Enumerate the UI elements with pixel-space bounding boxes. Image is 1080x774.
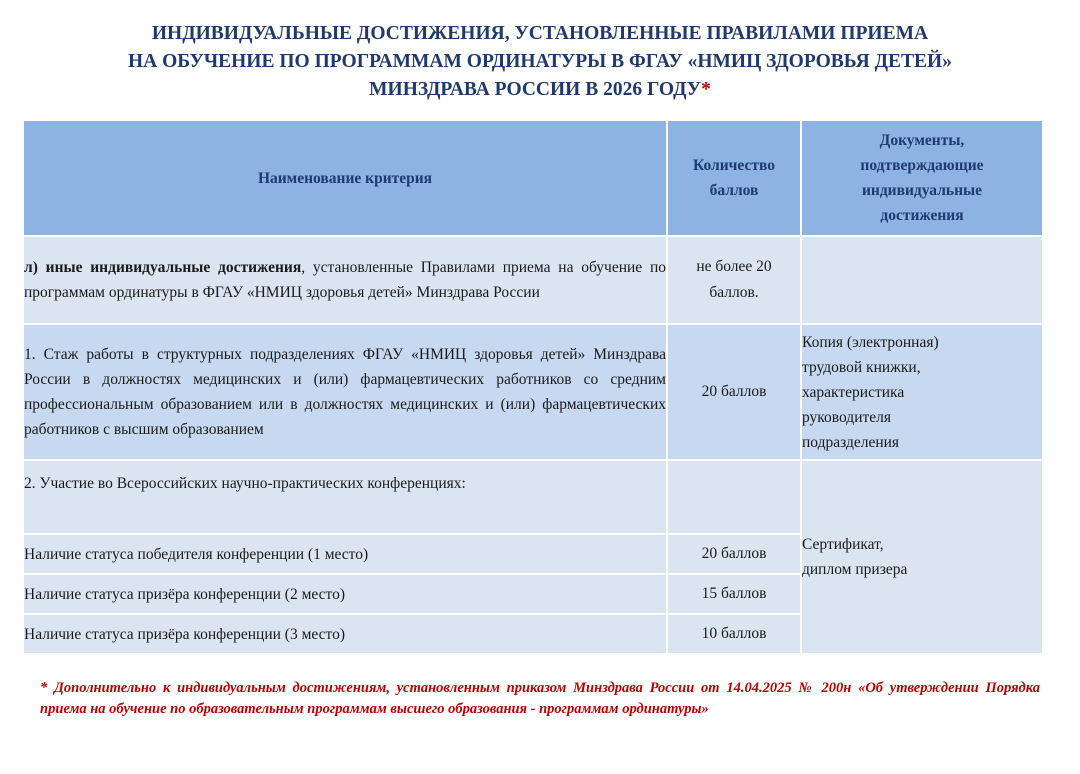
header-documents-text: Документы, подтверждающие индивидуальные достижения [860,132,984,224]
sub-row-1-points: 20 баллов [667,534,801,574]
title-line-1: ИНДИВИДУАЛЬНЫЕ ДОСТИЖЕНИЯ, УСТАНОВЛЕННЫЕ ПРАВИЛАМИ ПРИЕМА [151,23,929,44]
row-l-points-text: не более 20 баллов. [696,258,772,301]
header-documents [801,120,1043,236]
title-line-2: НА ОБУЧЕНИЕ ПО ПРОГРАММАМ ОРДИНАТУРЫ В ФГАУ «НМИЦ ЗДОРОВЬЯ ДЕТЕЙ» [128,51,952,72]
title-line-3-text: МИНЗДРАВА РОССИИ В 2026 ГОДУ [369,79,702,100]
table-row [23,324,1043,460]
row-1-points: 20 баллов [667,324,801,460]
row-l-criterion [23,236,667,324]
criteria-table [22,119,1044,655]
row-2-documents [801,460,1043,654]
row-1-criterion: 1. Стаж работы в структурных подразделениях ФГАУ «НМИЦ здоровья детей» Минздрава России в должностях медицинских и (или) фармацевтических работников со средним профессиональным образованием или в должностях медицинских и (или) фармацевтических работников с высшим образованием [23,324,667,460]
page-title [0,20,1080,104]
header-points [667,120,801,236]
table-header-row [23,120,1043,236]
sub-row-2-points: 15 баллов [667,574,801,614]
footnote: * Дополнительно к индивидуальным достижениям, установленным приказом Минздрава России от 14.04.2025 № 200н «Об утверждении Порядка приема на обучение по образовательным программам высшего образования - программам ординатуры» [40,680,1040,717]
sub-row-3-points: 10 баллов [667,614,801,654]
title-asterisk: * [701,79,711,100]
row-2-points [667,460,801,534]
row-l-bold: л) иные индивидуальные достижения [24,259,302,276]
title-line-3 [0,76,1080,104]
row-1-documents-text: Копия (электронная) трудовой книжки, характеристика руководителя подразделения [802,333,939,451]
header-criterion: Наименование критерия [23,120,667,236]
table-row [23,236,1043,324]
row-2-criterion: 2. Участие во Всероссийских научно-практических конференциях: [23,460,667,534]
row-l-points [667,236,801,324]
row-l-documents [801,236,1043,324]
row-2-documents-line2: диплом призера [802,561,908,578]
sub-row-1-criterion: Наличие статуса победителя конференции (1 место) [23,534,667,574]
row-l-rest: , установленные Правилами приема на обучение по программам ординатуры в ФГАУ «НМИЦ здоровья детей» Минздрава России [24,259,666,301]
sub-row-3-criterion: Наличие статуса призёра конференции (3 место) [23,614,667,654]
sub-row-2-criterion: Наличие статуса призёра конференции (2 место) [23,574,667,614]
table-row [23,460,1043,534]
row-1-documents [801,324,1043,460]
row-2-documents-line1: Сертификат, [802,536,884,553]
header-points-text: Количество баллов [693,157,775,199]
